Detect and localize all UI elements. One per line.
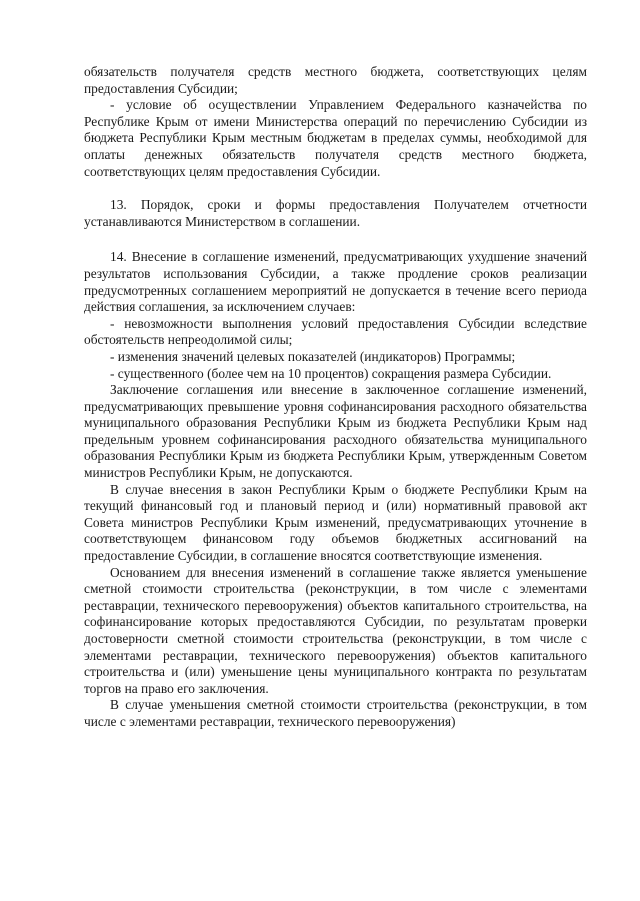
paragraph-cost-reduction-case: В случае уменьшения сметной стоимости строительства (реконструкции, в том числе с элементами реставрации, технического перевооружения) <box>84 697 587 729</box>
list-item-force-majeure: - невозможности выполнения условий предоставления Субсидии вследствие обстоятельств непреодолимой силы; <box>84 315 587 348</box>
document-page <box>84 64 587 731</box>
paragraph-cofinancing-limit: Заключение соглашения или внесение в заключенное соглашение изменений, предусматривающих превышение уровня софинансирования расходного обязательства муниципального образования Республики Крым из бюджета Республики Крым над предельным уровнем софинансирования расходного обязательства муниципального образования Республики Крым из бюджета Республики Крым, утвержденным Советом министров Республики Крым, не допускаются. <box>84 382 587 481</box>
paragraph-14-amendments: 14. Внесение в соглашение изменений, предусматривающих ухудшение значений результатов использования Субсидии, а также продление сроков реализации предусмотренных соглашением мероприятий не допускается в течение всего периода действия соглашения, за исключением случаев: <box>84 249 587 315</box>
paragraph-13-reporting: 13. Порядок, сроки и формы предоставления Получателем отчетности устанавливаются Министерством в соглашении. <box>84 197 587 229</box>
paragraph-treasury-condition: - условие об осуществлении Управлением Федерального казначейства по Республике Крым от имени Министерства операций по перечислению Субсидии из бюджета Республики Крым местным бюджетам в пределах суммы, необходимой для оплаты денежных обязательств получателя средств местного бюджета, соответствующих целям предоставления Субсидии. <box>84 97 587 179</box>
paragraph-continuation: обязательств получателя средств местного бюджета, соответствующих целям предоставления Субсидии; <box>84 64 587 96</box>
list-item-target-indicators: - изменения значений целевых показателей (индикаторов) Программы; <box>110 348 516 364</box>
paragraph-cost-reduction-basis: Основанием для внесения изменений в соглашение также является уменьшение сметной стоимости строительства (реконструкции, в том числе с элементами реставрации, технического перевооружения) объектов капитального строительства, на софинансирование которых предоставляются Субсидии, по результатам проверки достоверности сметной стоимости строительства (реконструкции, в том числе с элементами реставрации, технического перевооружения) объектов капитального строительства и (или) уменьшение цены муниципального контракта по результатам торгов на право его заключения. <box>84 564 587 696</box>
paragraph-budget-law-changes: В случае внесения в закон Республики Крым о бюджете Республики Крым на текущий финансовый год и плановый период и (или) нормативный правовой акт Совета министров Республики Крым изменений, предусматривающих уточнение в соответствующем финансовом году объемов бюджетных ассигнований на предоставление Субсидии, в соглашение вносятся соответствующие изменения. <box>84 481 587 564</box>
list-item-subsidy-reduction: - существенного (более чем на 10 процентов) сокращения размера Субсидии. <box>110 365 552 381</box>
